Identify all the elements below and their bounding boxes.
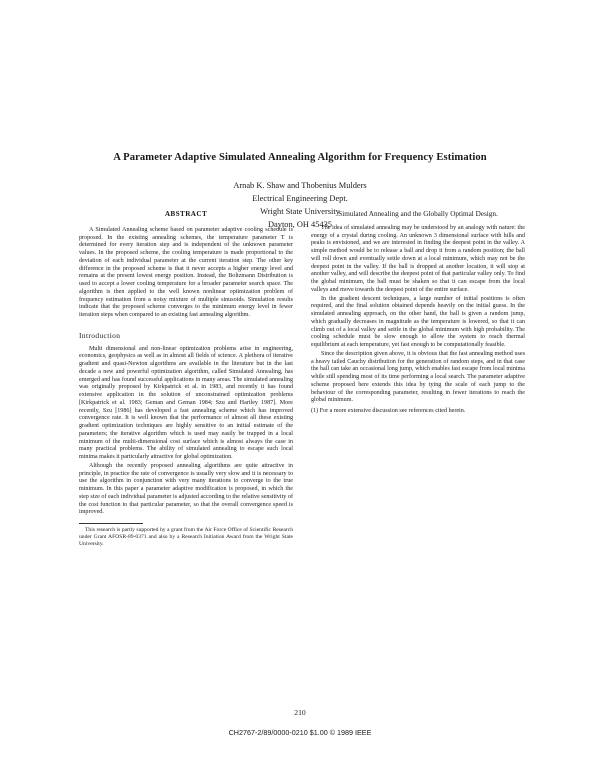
abstract-body <box>79 227 293 320</box>
footnote-rule <box>79 523 143 524</box>
introduction-paragraph: Although the recently proposed annealing algorithms are quite attractive in principle, in practice the rate of convergence is usually very slow and it is necessary to use the algorithm in conjunction with very many iterations to converge to the true minimum. In this paper a parameter adaptive modification is proposed, in which the step size of each individual parameter is adjusted according to the relative sensitivity of the cost function to that particular parameter, so that the overall convergence speed is improved. <box>79 462 293 516</box>
right-column <box>311 211 525 416</box>
author-department: Electrical Engineering Dept. <box>252 194 348 203</box>
paper-title: A Parameter Adaptive Simulated Annealing Algorithm for Frequency Estimation <box>113 152 487 163</box>
body-paragraph: The idea of simulated annealing may be understood by an analogy with nature: the energy of a crystal during cooling. An unknown 3 dimensional surface with hills and peaks is envisioned, and we are interested in finding the deepest point in the valley. A simple method would be to release a ball and drop it from a random position; the ball will roll down and eventually settle down at a local minimum, which may not be the deepest point in the valley. If the ball is dropped at another location, it will stop at another valley, and will describe the deepest point of that particular valley only. To find the global minimum, the ball must be shaken so that it can escape from the local valleys and move towards the deepest point of the entire surface. <box>311 224 525 293</box>
copyright-line: CH2767-2/89/0000-0210 $1.00 © 1989 IEEE <box>228 728 372 737</box>
left-column <box>79 211 293 548</box>
body-paragraph: Since the description given above, it is obvious that the fast annealing method uses a heavy tailed Cauchy distribution for the generation of random steps, and in that case the ball can take an occasional long jump, which enables fast escape from local minima while still spending most of its time performing a local search. The parameter adaptive scheme proposed here extends this idea by tying the scale of each jump to the behaviour of the corresponding parameter, resulting in fewer iterations to reach the global minimum. <box>311 350 525 404</box>
abstract-heading: ABSTRACT <box>164 210 208 218</box>
funding-footnote: This research is partly supported by a grant from the Air Force Office of Scientific Research under Grant AFOSR-89-0371 and also by a Research Initiation Award from the Wright State University. <box>79 527 293 547</box>
section-heading: Simulated Annealing and the Globally Optimal Design. <box>338 210 498 218</box>
page-number: 210 <box>294 708 306 717</box>
right-footnote: (1) For a more extensive discussion see references cited herein. <box>311 408 466 414</box>
introduction-paragraph: Multi dimensional and non-linear optimization problems arise in engineering, economics, geophysics as well as in almost all fields of science. A plethora of iterative gradient and quasi-Newton algorithms are available in the literature but in the last decade a new and powerful optimization algorithm, called Simulated Annealing, has emerged and has found successful applications in many areas. The simulated annealing was originally proposed by Kirkpatrick et al. in 1983, and recently it has found extensive application in the solution of unconstrained optimization problems [Kirkpatrick et al. 1983; Geman and Geman 1984; Szu and Hartley 1987]. More recently, Szu [1986] has developed a fast annealing scheme which has improved convergence rate. It is well known that the performance of almost all these existing gradient optimization techniques are highly sensitive to an initial estimate of the parameters; the iterative algorithm which is used may easily be trapped in a local minimum of the multi-dimensional cost surface which is almost always the case in many practical problems. The ability of simulated annealing to escape such local minima makes it particularly attractive for global optimization. <box>79 345 293 460</box>
author-location: Dayton, OH 45435 <box>268 220 332 229</box>
author-names: Arnab K. Shaw and Thobenius Mulders <box>233 181 367 190</box>
body-paragraph: In the gradient descent techniques, a large number of initial positions is often required, and the final solution obtained depends heavily on the initial guess. In the simulated annealing approach, on the other hand, the ball is given a random jump, which gradually decreases in magnitude as the temperature is lowered, so that it can climb out of a local valley and settle in the global minimum with high probability. The cooling schedule must be slow enough to allow the system to reach thermal equilibrium at each temperature, yet fast enough to be computationally feasible. <box>311 295 525 348</box>
introduction-heading: Introduction <box>79 330 121 340</box>
abstract-paragraph: A Simulated Annealing scheme based on parameter adaptive cooling schedule is proposed. In the existing annealing schemes, the temperature parameter T is determined for every iteration step and is independent of the unknown parameter values. In the proposed scheme, the cooling temperature is made proportional to the deviation of each individual parameter at the current iteration step. The other key difference in the proposed scheme is that it never accepts a higher energy level and remains at the present lowest energy position. Instead, the Boltzmann Distribution is used to accept a lower cooling temperature for a broader parameter search space. The algorithm is then applied to the well known nonlinear optimization problem of frequency estimation from a noisy mixture of multiple sinusoids. Simulation results indicate that the proposed scheme converges to the minimum energy level in fewer iteration steps when compared to an existing fast annealing algorithm. <box>79 226 293 318</box>
author-university: Wright State University <box>260 207 340 216</box>
